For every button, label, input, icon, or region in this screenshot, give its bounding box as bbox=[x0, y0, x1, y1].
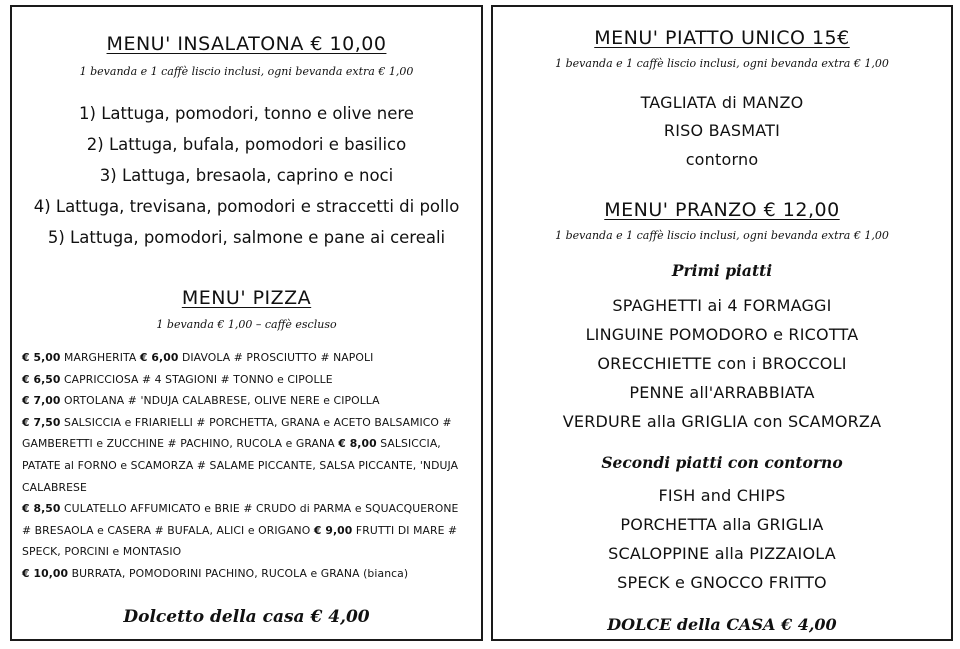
secondi-item: SCALOPPINE alla PIZZAIOLA bbox=[608, 544, 836, 563]
pizza-names: CULATELLO AFFUMICATO e BRIE # CRUDO di PARMA e SQUACQUERONE # BRESAOLA e CASERA # BUFALA, ALICI e ORIGANO bbox=[22, 502, 459, 537]
insalatona-title: MENU' INSALATONA € 10,00 bbox=[106, 33, 387, 55]
primi-heading: Primi piatti bbox=[671, 261, 773, 280]
insalatona-item: 1) Lattuga, pomodori, tonno e olive nere bbox=[79, 104, 414, 123]
pizza-names: BURRATA, POMODORINI PACHINO, RUCOLA e GRANA (bianca) bbox=[68, 566, 409, 580]
pizza-names: MARGHERITA bbox=[60, 351, 140, 364]
left-menu-panel bbox=[10, 5, 483, 641]
pizza-names: FRUTTI DI MARE # SPECK, PORCINI e MONTASIO bbox=[22, 523, 458, 559]
secondi-heading: Secondi piatti con contorno bbox=[601, 453, 843, 472]
dolce-line: DOLCE della CASA € 4,00 bbox=[607, 615, 837, 634]
primi-item: SPAGHETTI ai 4 FORMAGGI bbox=[612, 296, 832, 315]
insalatona-item: 2) Lattuga, bufala, pomodori e basilico bbox=[86, 135, 407, 154]
pizza-names: SALSICCIA e FRIARIELLI # PORCHETTA, GRANA e ACETO BALSAMICO # GAMBERETTI e ZUCCHINE # PACHINO, RUCOLA e GRANA bbox=[22, 415, 452, 451]
pizza-price: € 10,00 bbox=[22, 566, 69, 580]
piatto-unico-item: contorno bbox=[685, 150, 759, 169]
dolcetto-line: Dolcetto della casa € 4,00 bbox=[123, 607, 370, 627]
pizza-price: € 8,00 bbox=[338, 437, 377, 451]
piatto-unico-item: RISO BASMATI bbox=[663, 121, 781, 140]
primi-item: LINGUINE POMODORO e RICOTTA bbox=[585, 325, 859, 344]
pizza-subtitle: 1 bevanda € 1,00 – caffè escluso bbox=[156, 318, 337, 331]
primi-item: ORECCHIETTE con i BROCCOLI bbox=[597, 354, 847, 373]
piatto-unico-item: TAGLIATA di MANZO bbox=[640, 93, 804, 112]
insalatona-item: 4) Lattuga, trevisana, pomodori e straccetti di pollo bbox=[33, 197, 460, 216]
secondi-item: FISH and CHIPS bbox=[658, 486, 786, 505]
insalatona-section bbox=[12, 33, 481, 55]
pizza-names: DIAVOLA # PROSCIUTTO # NAPOLI bbox=[178, 351, 374, 364]
pizza-price: € 6,50 bbox=[22, 372, 61, 386]
pranzo-subtitle: 1 bevanda e 1 caffè liscio inclusi, ogni bevanda extra € 1,00 bbox=[555, 229, 889, 242]
pizza-price: € 5,00 bbox=[22, 351, 61, 364]
pizza-price-list bbox=[12, 347, 481, 585]
pizza-names: ORTOLANA # 'NDUJA CALABRESE, OLIVE NERE e CIPOLLA bbox=[60, 394, 380, 408]
insalatona-item: 5) Lattuga, pomodori, salmone e pane ai cereali bbox=[47, 228, 446, 247]
pizza-price: € 8,50 bbox=[22, 502, 61, 516]
pizza-names: CAPRICCIOSA # 4 STAGIONI # TONNO e CIPOLLE bbox=[60, 372, 333, 386]
pizza-names: SALSICCIA, PATATE al FORNO e SCAMORZA # SALAME PICCANTE, SALSA PICCANTE, 'NDUJA CALABRESE bbox=[22, 437, 459, 494]
insalatona-subtitle: 1 bevanda e 1 caffè liscio inclusi, ogni bevanda extra € 1,00 bbox=[79, 65, 414, 78]
piatto-unico-subtitle: 1 bevanda e 1 caffè liscio inclusi, ogni bevanda extra € 1,00 bbox=[555, 57, 889, 70]
pizza-price: € 6,00 bbox=[139, 351, 179, 364]
pranzo-title: MENU' PRANZO € 12,00 bbox=[604, 199, 840, 221]
primi-item: VERDURE alla GRIGLIA con SCAMORZA bbox=[562, 412, 882, 431]
piatto-unico-title: MENU' PIATTO UNICO 15€ bbox=[594, 27, 850, 49]
pizza-price: € 9,00 bbox=[313, 523, 353, 537]
secondi-item: SPECK e GNOCCO FRITTO bbox=[617, 573, 827, 592]
pizza-price: € 7,00 bbox=[22, 394, 61, 408]
pizza-title: MENU' PIZZA bbox=[181, 287, 312, 309]
insalatona-item: 3) Lattuga, bresaola, caprino e noci bbox=[99, 166, 394, 185]
pizza-price: € 7,50 bbox=[22, 415, 61, 429]
primi-item: PENNE all'ARRABBIATA bbox=[629, 383, 815, 402]
pizza-list bbox=[12, 347, 481, 585]
secondi-item: PORCHETTA alla GRIGLIA bbox=[620, 515, 824, 534]
right-menu-panel bbox=[491, 5, 953, 641]
